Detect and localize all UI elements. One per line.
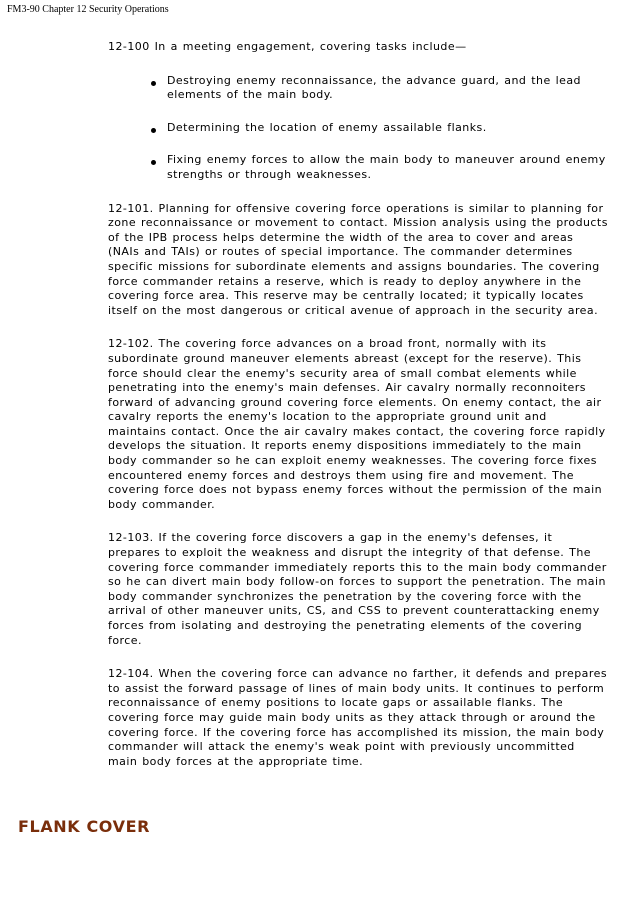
list-item (108, 74, 608, 103)
paragraph-12-103: 12-103. If the covering force discovers a gap in the enemy's defenses, it prepares to exploit the weakness and disrupt the integrity of that defense. The covering force commander immediately reports this to the main body commander so he can divert main body follow-on forces to support the penetration. The main body commander synchronizes the penetration by the covering force with the arrival of other maneuver units, CS, and CSS to prevent counterattacking enemy forces from isolating and destroying the penetrating elements of the covering force. (108, 531, 607, 647)
list-item-text: Fixing enemy forces to allow the main body to maneuver around enemy strengths or through weaknesses. (167, 153, 606, 181)
list-item-text: Destroying enemy reconnaissance, the advance guard, and the lead elements of the main body. (167, 73, 581, 102)
paragraph-12-101: 12-101. Planning for offensive covering force operations is similar to planning for zone reconnaissance or movement to contact. Mission analysis using the products of the IPB process helps determine the width of the area to cover and areas (NAIs and TAIs) or routes of special importance. The commander determines specific missions for subordinate elements and assigns boundaries. The covering force commander retains a reserve, which is ready to deploy anywhere in the covering force area. This reserve may be centrally located; it typically locates itself on the most dangerous or critical avenue of approach in the security area. (108, 201, 608, 317)
bullet-icon (151, 128, 156, 133)
paragraph-12-100: 12-100 In a meeting engagement, covering tasks include— (108, 40, 467, 53)
running-header: FM3-90 Chapter 12 Security Operations (7, 4, 169, 15)
bullet-icon (151, 160, 156, 165)
document-body (108, 40, 608, 788)
list-item (108, 121, 608, 136)
list-item-text: Determining the location of enemy assailable flanks. (167, 120, 487, 134)
section-heading-flank-cover: FLANK COVER (18, 817, 151, 836)
list-item (108, 153, 608, 182)
covering-tasks-list (108, 74, 608, 183)
bullet-icon (151, 81, 156, 86)
paragraph-12-102: 12-102. The covering force advances on a broad front, normally with its subordinate ground maneuver elements abreast (except for the reserve). This force should clear the enemy's security area of small combat elements while penetrating into the enemy's main defenses. Air cavalry normally reconnoiters forward of advancing ground covering force elements. On enemy contact, the air cavalry reports the enemy's location to the appropriate ground unit and maintains contact. Once the air cavalry makes contact, the covering force rapidly develops the situation. It reports enemy dispositions immediately to the main body commander so he can exploit enemy weaknesses. The covering force fixes encountered enemy forces and destroys them using fire and movement. The covering force does not bypass enemy forces without the permission of the main body commander. (108, 337, 606, 511)
paragraph-12-104: 12-104. When the covering force can advance no farther, it defends and prepares to assist the forward passage of lines of main body units. It continues to perform reconnaissance of enemy positions to locate gaps or assailable flanks. The covering force may guide main body units as they attack through or around the covering force. If the covering force has accomplished its mission, the main body commander will attack the enemy's weak point with previously uncommitted main body forces at the appropriate time. (108, 667, 607, 768)
